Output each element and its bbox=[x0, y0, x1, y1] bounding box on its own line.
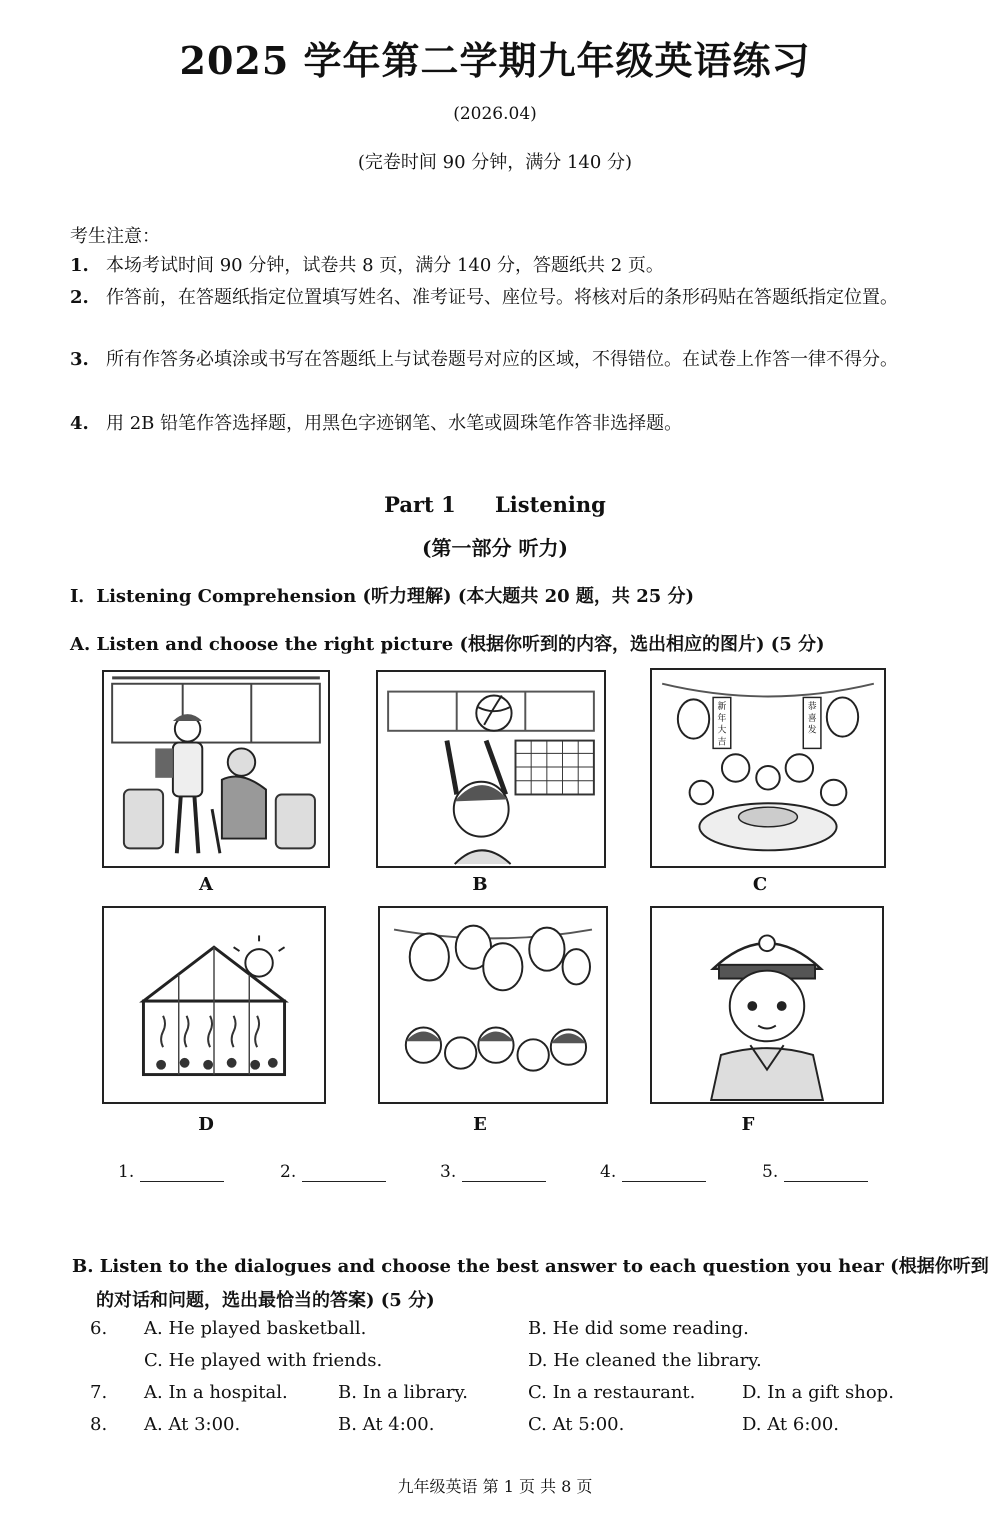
section-b-heading-cont: 的对话和问题，选出最恰当的答案) (5 分) bbox=[96, 1290, 435, 1311]
answer-blank-5[interactable] bbox=[762, 1162, 868, 1182]
answer-blank-1[interactable] bbox=[118, 1162, 224, 1182]
picture-label: E bbox=[473, 1114, 487, 1135]
option-6c[interactable]: C. He played with friends. bbox=[144, 1350, 383, 1371]
couplet-char: 恭 bbox=[807, 702, 817, 713]
picture-b-volleyball bbox=[376, 670, 606, 868]
couplet-char: 新 bbox=[717, 702, 727, 713]
option-6a[interactable]: A. He played basketball. bbox=[144, 1318, 367, 1339]
exam-date: (2026.04) bbox=[453, 104, 537, 124]
option-8d[interactable]: D. At 6:00. bbox=[742, 1414, 840, 1435]
couplet-char: 发 bbox=[807, 725, 817, 736]
option-7d[interactable]: D. In a gift shop. bbox=[742, 1382, 894, 1403]
part-name: Listening bbox=[495, 492, 606, 517]
picture-label: A bbox=[199, 874, 213, 895]
blank-number: 2. bbox=[280, 1162, 297, 1182]
note-text: 所有作答务必填涂或书写在答题纸上与试卷题号对应的区域，不得错位。在试卷上作答一律不得分。 bbox=[106, 349, 898, 370]
couplet-char: 年 bbox=[717, 713, 727, 724]
note-number: 1. bbox=[70, 255, 89, 276]
section-a-heading: A. Listen and choose the right picture (根据你听到的内容，选出相应的图片) (5 分) bbox=[70, 634, 825, 655]
note-number: 3. bbox=[70, 349, 89, 370]
couplet-char: 吉 bbox=[717, 737, 727, 748]
question-number: 7. bbox=[90, 1382, 108, 1403]
option-8c[interactable]: C. At 5:00. bbox=[528, 1414, 625, 1435]
note-number: 2. bbox=[70, 287, 89, 308]
picture-f-police-officer bbox=[650, 906, 884, 1104]
notes-heading: 考生注意： bbox=[70, 226, 160, 247]
couplet-char: 大 bbox=[717, 725, 727, 736]
option-7c[interactable]: C. In a restaurant. bbox=[528, 1382, 696, 1403]
picture-d-greenhouse bbox=[102, 906, 326, 1104]
page-footer: 九年级英语 第 1 页 共 8 页 bbox=[397, 1477, 593, 1496]
option-7b[interactable]: B. In a library. bbox=[338, 1382, 469, 1403]
option-6d[interactable]: D. He cleaned the library. bbox=[528, 1350, 762, 1371]
question-number: 6. bbox=[90, 1318, 108, 1339]
picture-label: B bbox=[472, 874, 488, 895]
picture-a-bus bbox=[102, 670, 330, 868]
question-number: 8. bbox=[90, 1414, 108, 1435]
note-text: 用 2B 铅笔作答选择题，用黑色字迹钢笔、水笔或圆珠笔作答非选择题。 bbox=[106, 413, 683, 434]
option-7a[interactable]: A. In a hospital. bbox=[144, 1382, 288, 1403]
blank-number: 5. bbox=[762, 1162, 779, 1182]
picture-e-lantern-festival bbox=[378, 906, 608, 1104]
answer-blank-3[interactable] bbox=[440, 1162, 546, 1182]
answer-blank-4[interactable] bbox=[600, 1162, 706, 1182]
picture-label: C bbox=[752, 874, 768, 895]
note-number: 4. bbox=[70, 413, 89, 434]
picture-c-family-dinner bbox=[650, 668, 886, 868]
section-b-heading: B. Listen to the dialogues and choose the best answer to each question you hear (根据你听到 bbox=[72, 1256, 989, 1277]
option-8b[interactable]: B. At 4:00. bbox=[338, 1414, 435, 1435]
picture-label: D bbox=[198, 1114, 214, 1135]
section-i-heading: I．Listening Comprehension (听力理解) (本大题共 20 题，共 25 分) bbox=[70, 586, 695, 607]
blank-number: 3. bbox=[440, 1162, 457, 1182]
answer-blank-2[interactable] bbox=[280, 1162, 386, 1182]
part-heading bbox=[0, 492, 990, 517]
exam-title: 2025 学年第二学期九年级英语练习 bbox=[179, 38, 811, 83]
note-text: 本场考试时间 90 分钟，试卷共 8 页，满分 140 分，答题纸共 2 页。 bbox=[106, 255, 664, 276]
part-subtitle: (第一部分 听力) bbox=[422, 536, 568, 560]
couplet-char: 喜 bbox=[807, 713, 817, 724]
blank-number: 4. bbox=[600, 1162, 617, 1182]
option-6b[interactable]: B. He did some reading. bbox=[528, 1318, 749, 1339]
part-label: Part 1 bbox=[384, 492, 456, 517]
picture-label: F bbox=[741, 1114, 755, 1135]
exam-time-info: (完卷时间 90 分钟，满分 140 分) bbox=[357, 152, 633, 173]
option-8a[interactable]: A. At 3:00. bbox=[144, 1414, 241, 1435]
blank-number: 1. bbox=[118, 1162, 135, 1182]
note-text: 作答前，在答题纸指定位置填写姓名、准考证号、座位号。将核对后的条形码贴在答题纸指定位置。 bbox=[106, 287, 898, 308]
